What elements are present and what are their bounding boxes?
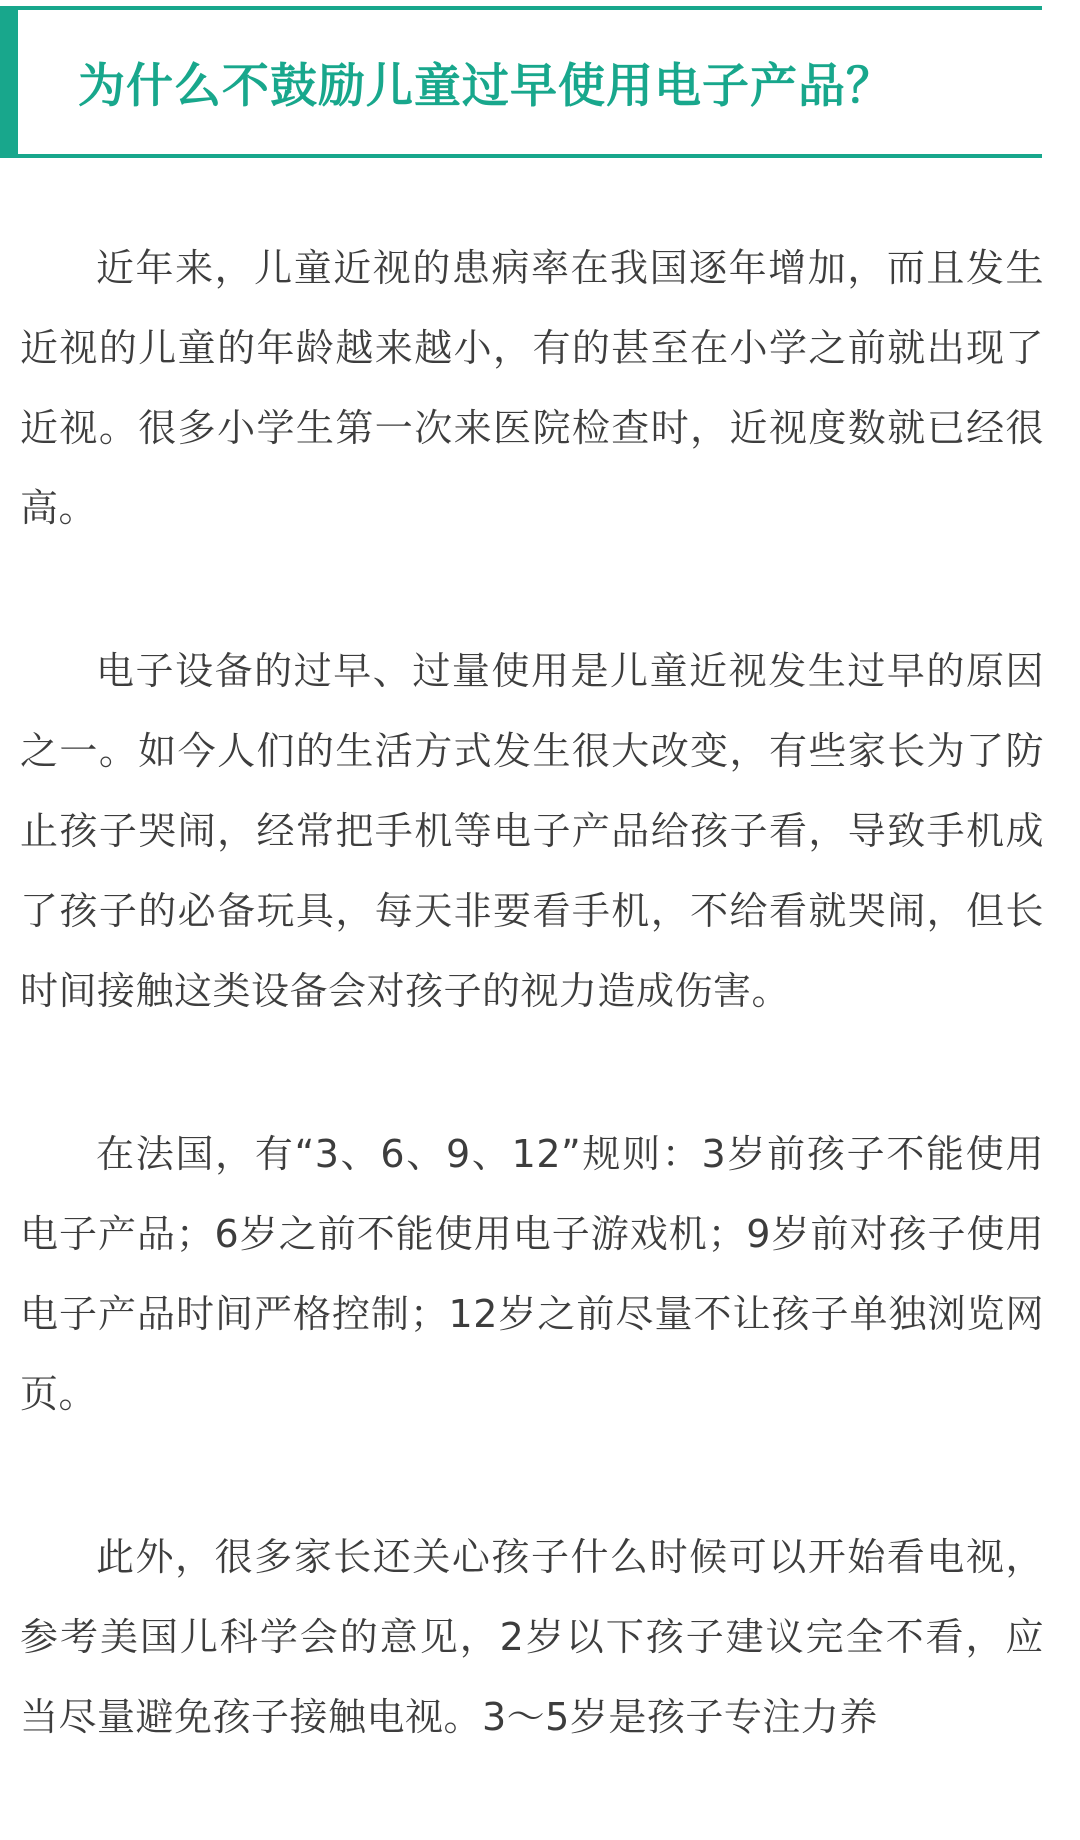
article-body: [20, 228, 1044, 1840]
article-paragraph: 电子设备的过早、过量使用是儿童近视发生过早的原因之一。如今人们的生活方式发生很大改变，有些家长为了防止孩子哭闹，经常把手机等电子产品给孩子看，导致手机成了孩子的必备玩具，每天非要看手机，不给看就哭闹，但长时间接触这类设备会对孩子的视力造成伤害。: [20, 649, 1044, 1013]
page-title: 为什么不鼓励儿童过早使用电子产品？: [78, 58, 894, 114]
title-banner: [0, 6, 1042, 158]
article-paragraph: 近年来，儿童近视的患病率在我国逐年增加，而且发生近视的儿童的年龄越来越小，有的甚至在小学之前就出现了近视。很多小学生第一次来医院检查时，近视度数就已经很高。: [20, 246, 1044, 530]
article-paragraph: 此外，很多家长还关心孩子什么时候可以开始看电视，参考美国儿科学会的意见，2岁以下孩子建议完全不看，应当尽量避免孩子接触电视。3～5岁是孩子专注力养: [20, 1535, 1044, 1739]
article-paragraph: 在法国，有“3、6、9、12”规则：3岁前孩子不能使用电子产品；6岁之前不能使用电子游戏机；9岁前对孩子使用电子产品时间严格控制；12岁之前尽量不让孩子单独浏览网页。: [20, 1132, 1044, 1416]
title-accent-bar: [0, 10, 18, 154]
